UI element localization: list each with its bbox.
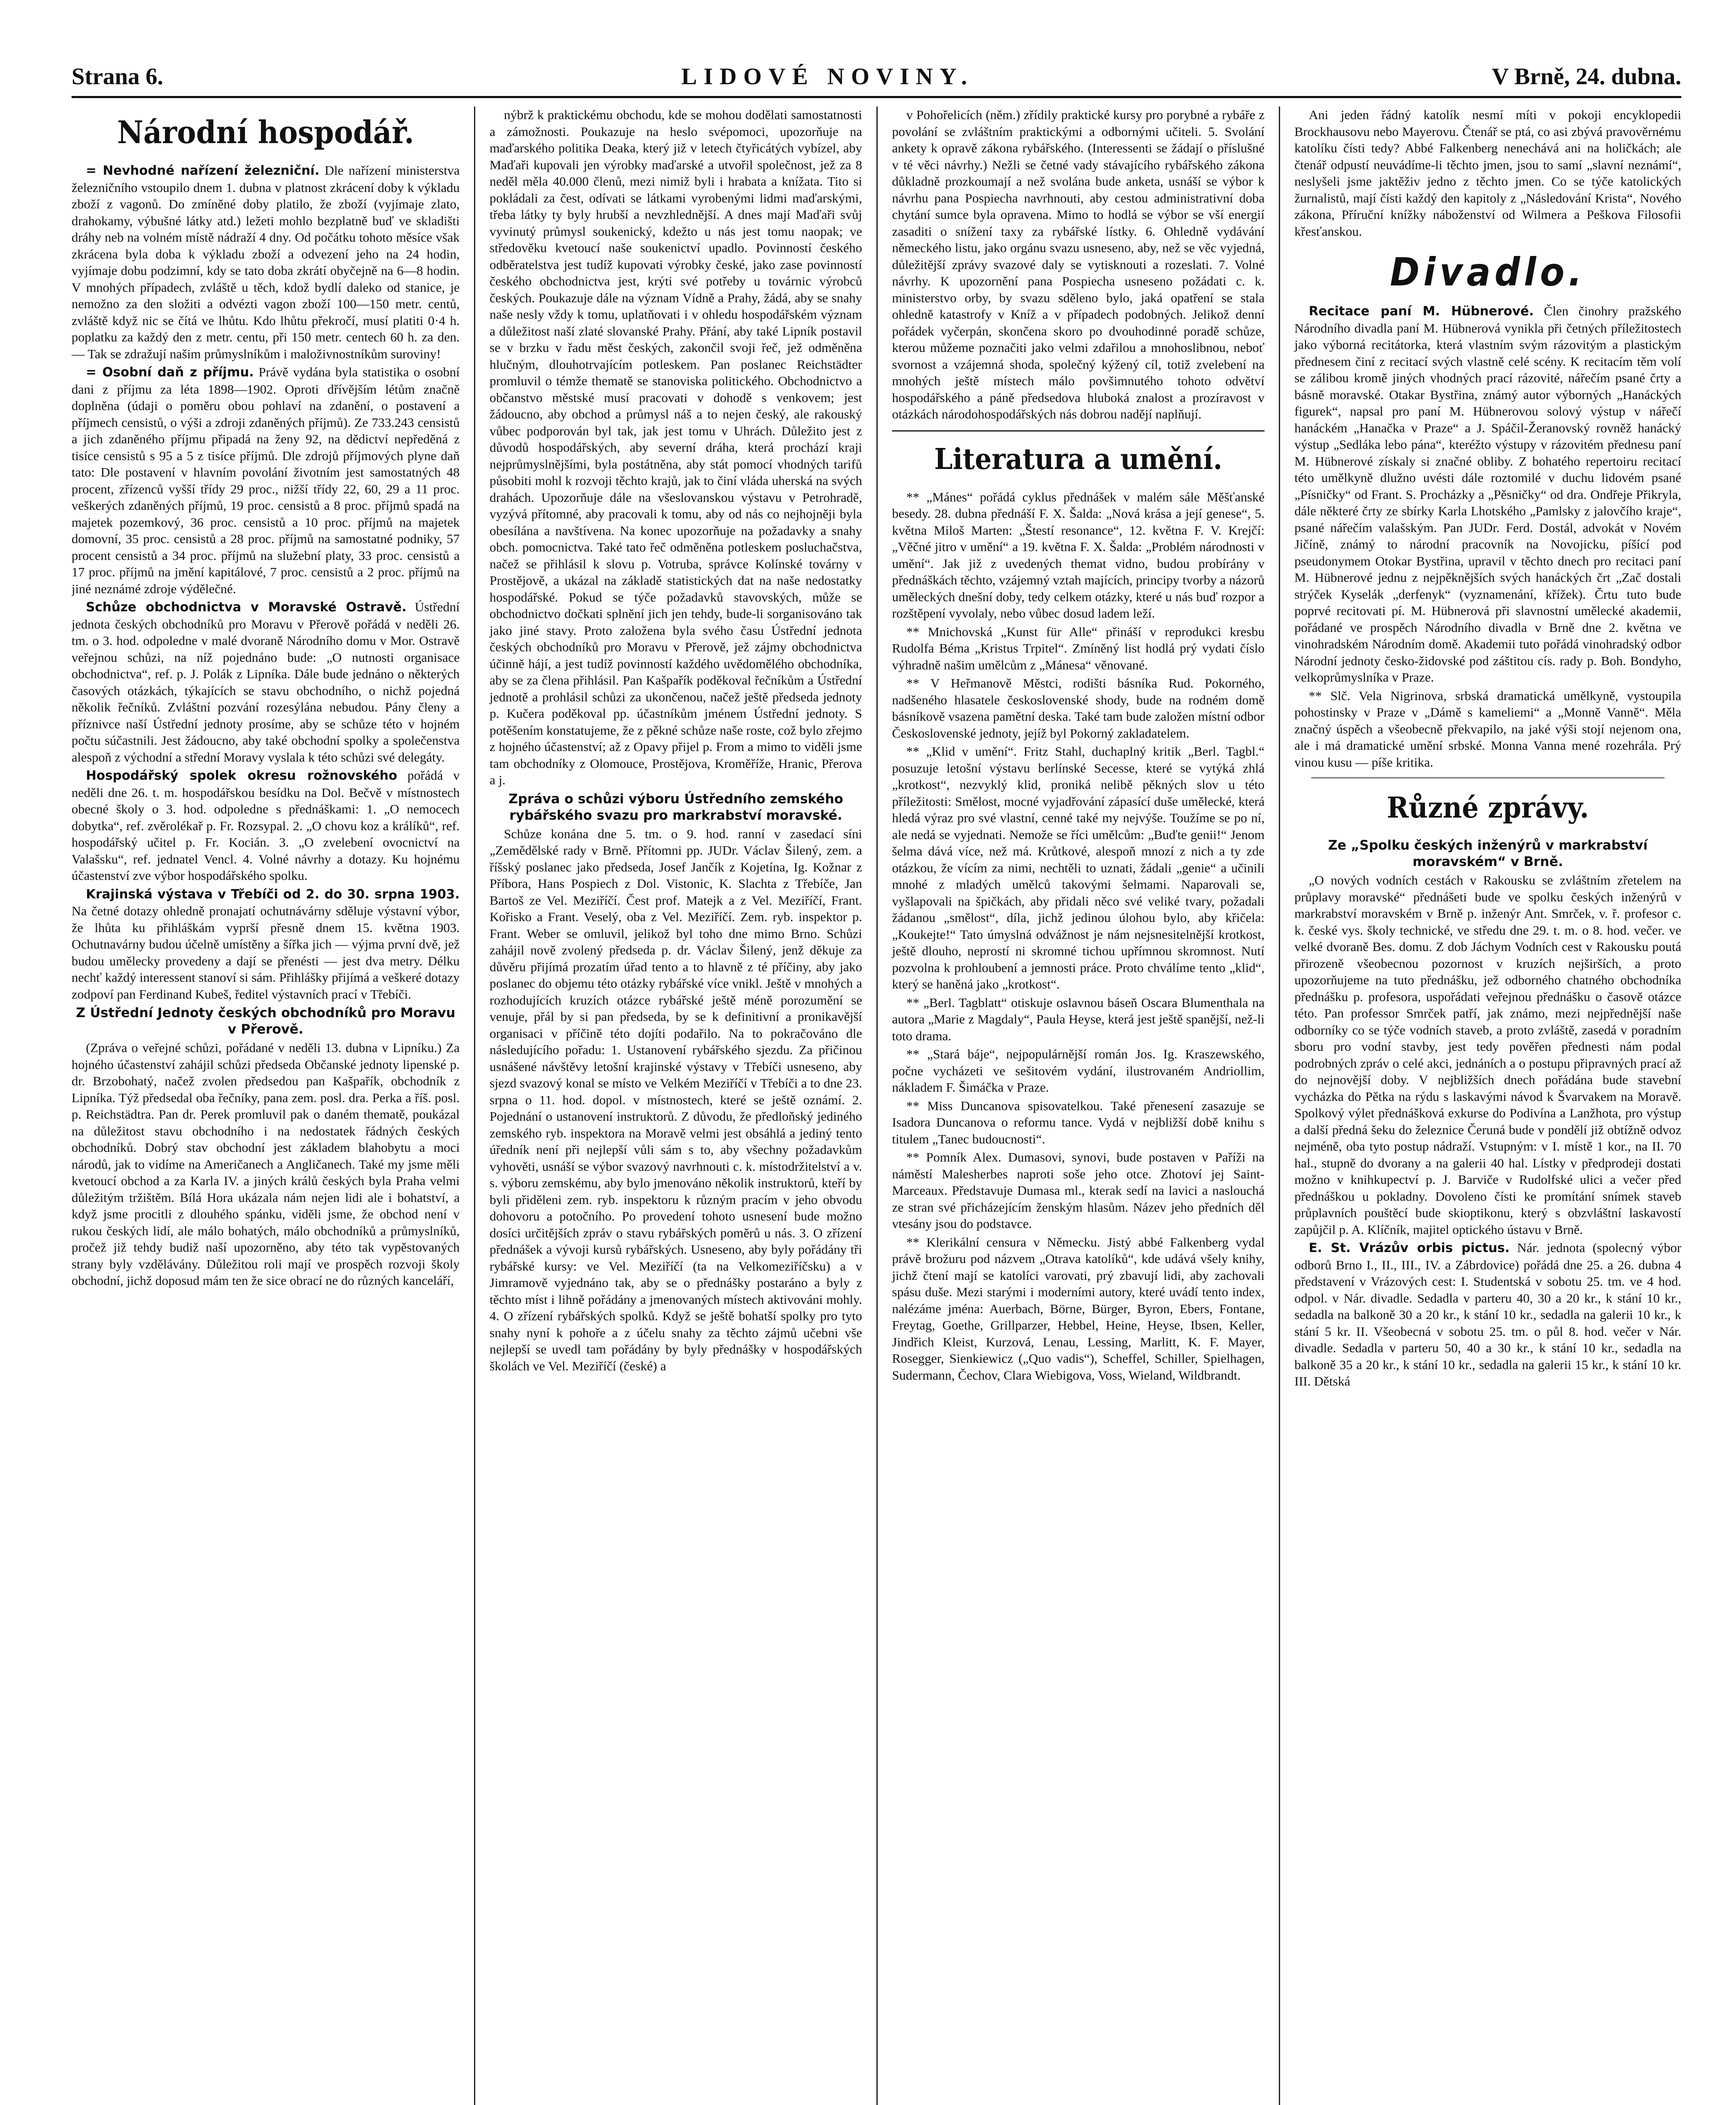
article-heading: = Nevhodné nařízení železniční.: [86, 163, 320, 178]
article-text: Na četné dotazy ohledně pronajatí ochutnávárny sděluje výstavní výbor, že lhůta ku přihláškám vyprší přesně dnem 15. května 1903. Ochutnavárny budou účelně umístěny a šířka jich — výjma první dvě, jež budou umělecky provedeny a dají se přenésti — jest dva metry. Délku nechť každý interessent stanoví si sám. Přihlášky přijímá a veškeré dotazy zodpoví pan Ferdinand Kubeš, ředitel výstavních prací v Třebíči.: [72, 903, 460, 1002]
article-text: „O nových vodních cestách v Rakousku se zvláštním zřetelem na průplavy moravské“ přednášeti bude ve spolku českých inženýrů v markrabství moravském v Brně p. inženýr Ant. Smrček, v. ř. profesor c. k. české vys. školy technické, ve středu dne 29. t. m. o 8. hod. večer. ve velké dvoraně Bes. domu. Z dob Jáchym Vodních cest v Rakousku poutá přirozeně všeobecnou pozornost v kruzích nejširších, a proto upozorňujeme na tuto přednášku, jež odborného chatného obchodníka přednášku p. profesora, uspořádati veřejnou přednášku o časově otázce této. Pan professor Smrček patří, jak známo, mezi nejpřednější naše odborníky co se týče vodních staveb, a proto zvláště, zasedá v poradním sboru pro vodní stavby, jest tedy pověřen přednesti nám podal podrobných zpráv o celé akci, jednáních a o postupu připravných prací až do nejnovější doby. V nejbližších dnech pořádána bude stavební vycházka do Pětka na rýdu s laskavými návod k Švarvakem na Moravě. Spolkový výlet přednášková exkurse do Podivína a Lanžhota, pro výstup a další předná šeku do železnice Čeruná bude v pondělí již obtížně odvoz nejméně, oba tyto postup nádraží. Vstupným: v I. místě 1 kor., na II. 70 hal., stupně do dvorany a na galerii 40 hal. Lístky v předprodeji dostati možno v knihkupectví p. J. Barviče v Rudolfské ulici a večer před přednáškou u pokladny. Dovoleno čísti ke promítání snímek staveb průplavních pouštěcí bude skioptikonu, který s obzvláštní laskavostí zapůjčil p. A. Klíčník, majitel optického ústavu v Brně.: [1294, 873, 1681, 1237]
page-number: Strana 6.: [72, 64, 163, 90]
section-title-economy: Národní hospodář.: [117, 115, 414, 151]
article-text: nýbrž k praktickému obchodu, kde se mohou dodělati samostatnosti a zámožnosti. Poukazuje na heslo svépomoci, upozorňuje na maďarského politika Deaka, který již v letech čtyřicátých vybízel, aby Maďaři kupovali jen výrobky maďarské a utvořil společnost, jež za 8 neděl měla 40.000 členů, mezi nimiž byli i hrabata a knížata. Tito si pokládali za čest, odívati se látkami vyrobenými lidmi maďarskými, třeba látky ty byly hrubší a nevzhlednější. A dnes mají Maďaři svůj vyvinutý průmysl soukenický, kdežto u nás jest tomu naopak; ve středověku kvetoucí naše soukenictví upadlo. Povinností českého odběratelstva jest tudíž kupovati výrobky české, jako zase povinností českého obchodnictva jest, krýti své potřeby u továrnic výrobců českých. Poukazuje dále na význam Vídně a Prahy, žádá, aby se snahy naše nesly vždy k tomu, uplatňovati i v ohledu hospodářském význam a důležitost naší zlaté slovanské Prahy. Přání, aby také Lipník postavil se v brzku v řadu měst českých, zakončil svoji řeč, jež odměněna hlučným, dlouhotrvajícím potleskem. Pan poslanec Reichstädter promluvil o témže thematě se stanoviska politického. Obchodnictvo a občanstvo městské musí pracovati v dohodě s venkovem; jest žádoucno, aby obchod a průmysl náš a to nejen český, ale rakouský vůbec podporován byl tak, jak jest tomu v Uhrách. Důležito jest z důvodů hospodářských, aby severní dráha, která prochází kraji nejprůmyslnějšími, byla postátněna, aby stát pomocí vhodných tarifů působiti mohl k rozvoji těchto krajů, jak to činí vláda uherská na svých drahách. Upozorňuje dále na všeslovanskou výstavu v Petrohradě, vyzývá přítomné, aby pracovali k tomu, aby od nás co nejhojněji byla obesílána a navštívena. Na konec upozorňuje na požadavky a snahy obch. pomocnictva. Také tato řeč odměněna potleskem posluchačstva, načež se přihlásil k slovu p. Votruba, správce Kolínské továrny v Prostějově, a ukázal na základě statistických dat na naše nedostatky hospodářské. Pokud se týče požadavků stavovských, může se obchodnictvo dočkati splnění jich jen tehdy, bude-li sorganisováno tak jako jiné stavy. Proto založena byla svého času Ústřední jednota českých obchodníků pro Moravu v Přerově, jež zájmy obchodnictva účinně hájí, a jest tudíž povinností každého uvědomělého obchodníka, aby se za člena přihlásil. Pan Kašpařík poděkoval řečníkům a Ústřední jednotě a prohlásil schůzi za ukončenou, načež ještě předseda jednoty p. Kučera poděkoval pp. účastníkům jménem Ústřední jednoty. S potěšením konstatujeme, že z pěkné schůze naše roste, což bylo zřejmo z hojného účastenství; až z Opavy přijel p. From a mimo to viděli jsme tam obchodníky z Olomouce, Prostějova, Kroměříže, Hranic, Přerova a j.: [490, 107, 862, 787]
article-text: Dle nařízení ministerstva železničního vstoupilo dnem 1. dubna v platnost zkrácení doby k výkladu zboží z vagonů. Do zmíněné doby platilo, že zboží (vyjímaje zlato, drahokamy, výbušné látky atd.) ležeti mohlo bezplatně buď ve skladišti dráhy neb na volném místě nádraží 4 dny. Od počátku tohoto měsíce však zkrácena byla doba k výkladu zboží a odvezení jeho na 24 hodin, vyjímaje dobu podzimní, kdy se tato doba zkrátí obyčejně na 6—8 hodin. V mnohých případech, zvláště u těch, kdož bydlí daleko od stanice, je nemožno za den složiti a odvézti vagon zboží 100—150 metr. centů, zvláště když nic se čítá ve lhůtu. Kdo lhůtu překročí, musí platiti 0·4 h. poplatku za každý den z metr. centu, při 150 metr. centech 60 h. za den. — Tak se zdražují našim průmyslníkům i maloživnostníkům suroviny!: [72, 163, 460, 361]
article-heading: E. St. Vrázův orbis pictus.: [1309, 1241, 1510, 1255]
article-text: pořádá v neděli dne 26. t. m. hospodářskou besídku na Dol. Bečvě v místnostech obecné školy o 3. hod. odpoledne s přednáškami: 1. „O nemocech dobytka“, ref. zvěrolékař p. Fr. Rozsypal. 2. „O chovu koz a králíků“, ref. hospodářský učitel p. Fr. Kocián. 3. „O zvelebení ovocnictví na Valašsku“, ref. jednatel Vencl. 4. Volné návrhy a dotazy. Ku hojnému účastenství zve výbor hospodářského spolku.: [72, 768, 460, 883]
divider: [892, 430, 1265, 432]
section-title-misc: Různé zprávy.: [1387, 791, 1589, 825]
article-heading: Z Ústřední Jednoty českých obchodníků pro Moravu v Přerově.: [76, 1005, 455, 1037]
column-3: [876, 107, 1279, 2105]
article-heading: Schůze obchodnictva v Moravské Ostravě.: [86, 600, 407, 615]
column-4: [1279, 107, 1681, 2105]
article: [72, 364, 460, 597]
issue-date: V Brně, 24. dubna.: [1491, 64, 1681, 90]
article-heading: Zpráva o schůzi výboru Ústředního zemského rybářského svazu pro markrabství moravské.: [508, 791, 844, 823]
news-item: ** Mnichovská „Kunst für Alle“ přináší v reprodukci kresbu Rudolfa Béma „Kristus Trpitel“. Zmíněný list hodlá prý vydati číslo výhradně našim umělcům z „Mánesa“ věnované.: [892, 624, 1265, 672]
column-2: [474, 107, 876, 2105]
article-text: v Pohořelicích (něm.) zřídily praktické kursy pro porybné a rybáře z povolání se zvláštním praktickými a odbornými učiteli. 5. Svolání ankety k opravě zákona rybářského. (Interessenti se žádají o příslušné v té věci návrhy.) Nežli se četné vady stávajícího rybářského zákona důkladně prozkoumají a než svolána bude anketa, usnáší se výbor k návrhu pana Pospiecha navrhnouti, aby cestou administrativní doba chytání sumce byla opravena. Mimo to hodlá se výbor se vší energií zasaditi o snížení taxy za rybářské lístky. 6. Ohledně vydávání německého listu, jako orgánu svazu usneseno, aby, než se věc vyjedná, důležitější zprávy svazové daly se vytisknouti a rozeslati. 7. Volné návrhy. K upozornění pana Pospiecha usneseno požádati c. k. ministerstvo orby, by svazu sděleno bylo, jaká opatření se stala ohledně katastrofy v Kníž a v případech podobných. Jelikož denní pořádek vyčerpán, skončena skoro po dvouhodinné poradě schůze, kterou můžeme poznačiti jako velmi zdařilou a mnohoslibnou, neboť svornost a vzájemná shoda, společný kýžený cíl, totiž zvelebení na mnohých ještě místech málo povšimnutého tohoto odvětví hospodářského a páně předsedova hluboká znalost a prozíravost v otázkách národohospodářských nás dobrou nadějí naplňují.: [892, 107, 1265, 421]
news-item: ** „Mánes“ pořádá cyklus přednášek v malém sále Měšťanské besedy. 28. dubna přednáší F. X. Šalda: „Nová krása a její genese“, 5. května Miloš Marten: „Štestí resonance“, 12. května F. V. Krejčí: „Věčné jitro v umění“ a 19. května F. X. Šalda: „Problém národnosti v umění“. Jak již z uvedených themat vidno, budou probírány v přednáškách těchto, vzájemný vztah majících, principy tvorby a názorů uměleckých dnešní doby, tedy celkem otázky, které u nás buď rozpor a rozštěpení vyvolaly, nebo vůbec dosud ladem leží.: [892, 489, 1265, 621]
news-item: ** Slč. Vela Nigrinova, srbská dramatická umělkyně, vystoupila pohostinsky v Praze v „Dámě s kameliemi“ a „Monně Vanně“. Měla značný úspěch a všeobecně překvapilo, na jaké výši stojí nejenom ona, ale i má dramatické umění srbské. Monna Vanna mené rozehrála. Prý vinou kusu — píše kritika.: [1294, 688, 1681, 770]
divider: [1311, 777, 1664, 781]
section-title-literature: Literatura a umění.: [934, 442, 1222, 476]
article-heading: Ze „Spolku českých inženýrů v markrabství moravském“ v Brně.: [1328, 838, 1648, 869]
news-item: ** V Heřmanově Městci, rodišti básníka Rud. Pokorného, nadšeného hlasatele československé shody, bude na rodném domě básníkově vsazena pamětní deska. Také tam bude založen místní odbor Československé jednoty, jejíž byl Pokorný zakladatelem.: [892, 676, 1265, 741]
article-heading: Recitace paní M. Hübnerové.: [1309, 304, 1534, 319]
news-item: ** Klerikální censura v Německu. Jistý abbé Falkenberg vydal právě brožuru pod názvem „Otrava katolíků“, kde udává všely knihy, jichž čtení mají se katolíci varovati, prý zbavují lidi, aby zachovali spásu duše. Mezi starými i moderními autory, které uvádí tento index, nalézáme jména: Auerbach, Börne, Bürger, Byron, Ebers, Fontane, Freytag, Goethe, Grillparzer, Hebbel, Heine, Heyse, Ibsen, Keller, Jindřich Kleist, Kurzová, Lenau, Lessing, Marlitt, K. F. Mayer, Rosegger, Sienkiewicz („Quo vadis“), Scheffel, Schiller, Spielhagen, Sudermann, Čechov, Clara Wiebigova, Voss, Wieland, Wildbrandt.: [892, 1234, 1265, 1383]
article-text: Právě vydána byla statistika o osobní dani z příjmu za léta 1898—1902. Oproti dřívějším létům značně doplněna (údaji o poměru obou pohlaví na zdanění, o postavení a příjmech censistů, o výši a zdroji zdaněných příjmů). Ze 733.243 censistů a jich zdaněného příjmu připadá na ženy 92, na dědictví nepředěná z tisíce censistů s 95 a 5 z tisíce příjmů. Dle zdrojů příjmových plyne daň tato: Dle postavení v hlavním povolání životním jest samostatných 48 procent, zřízenců vyšší třídy 29 proc., nižší třídy 22, 60, 29 a 11 proc. veškerých zdaněných příjmů, 19 proc. censistů a 8 proc. příjmů spadá na majetek pozemkový, 36 proc. censistů a 10 proc. příjmů na majetek domovní, 35 proc. censistů a 28 proc. příjmů na samostatné podniky, 57 procent censistů a 34 proc. příjmů na služební platy, 33 proc. censistů a 17 proc. příjmů na jmění kapitálové, 7 proc. censistů a 2 proc. příjmů na jiné neznámé zdroje výdělečné.: [72, 365, 460, 596]
article: [72, 767, 460, 884]
article-text: (Zpráva o veřejné schůzi, pořádané v neděli 13. dubna v Lipníku.) Za hojného účastenství zahájil schůzi předseda Občanské jednoty lipenské p. dr. Brzobohatý, načež zvolen předsedou pan Kašpařík, obchodník z Lipníka. Týž předsedal oba řečníky, pana zem. posl. dra. Perka a říš. posl. p. Reichstädtra. Pan dr. Perek promluvil pak o daném thematě, poukázal na důležitost stavu obchodního i na nedostatek řádných českých obchodníků. Dobrý stav obchodní jest základem blahobytu a moci národů, jak to vidíme na Američanech a Angličanech. Také my jsme měli kvetoucí obchod a za Karla IV. a jiných králů českých byla Praha velmi důležitým tržištěm. Bílá Hora ukázala nám nejen lidi ale i bohatství, a když jsme procitli z dlouhého spánku, viděli jsme, že obchod není v rukou českých lidí, ale málo bohatých, málo obchodníků a průmyslníků, pročež již tehdy budiž naší upozorněno, aby této tak vypěstovaných strany byly vzdělávány. Důležitou roli mají ve prospěch rozvoji školy obchodní, jichž doposud mám ten že sice obrací ne do různých kanceláří,: [72, 1040, 460, 1288]
news-item: ** „Klid v umění“. Fritz Stahl, duchaplný kritik „Berl. Tagbl.“ posuzuje letošní výstavu berlínské Secesse, které se vytýká zhlá „krotkost“, nezvyklý klid, proniká nelibě pěkných slov u této příležitosti: Smělost, mocné vyjadřování zápasící duše umělecké, která hledá výraz pro své vlastní, cenné také my nejvýše. Toužíme se po ní, ale nedá se vyjednati. Nemože se říci umělcům: „Buďte genii!“ Jenom šelma dává více, než má. Krůtkové, alespoň mnozí z nich a ty zde otázkou, že vícím za nimi, nechtěli to uznati, žádali „genie“ a učinili mnohé z mladých umělců takovými šelmami. Naparovali se, vyšlapovali na špičkách, aby přidali něco své veliké tvary, požadali žádanou „smělost“, díla, jichž jedinou úlohou bylo, aby křičela: „Koukejte!“ Tato úmyslná odvážnost je nám nejsnesitelnější krotkost, ještě dlouho, neprostí ni skromné tichou upřímnou skromnost. Nutí pozvolna k prohloubení a jemnosti práce. Proto chválíme tento „klid“, který se haněná jako „krotkost“.: [892, 744, 1265, 991]
article-text: Schůze konána dne 5. tm. o 9. hod. ranní v zasedací síni „Zemědělské rady v Brně. Přítomni pp. JUDr. Václav Šilený, zem. a říšský poslanec jako předseda, Josef Jančík z Kojetína, Ig. Kožnar z Příbora, Hans Pospiech z Dol. Vistonic, K. Slachta z Třebíče, Jan Bartoš ze Vel. Meziříčí. Čest prof. Matejk a z Vel. Meziříčí, Frant. Kořisko a Frant. Veselý, oba z Vel. Meziříčí. Zem. ryb. inspektor p. Frant. Weber se omluvil, jelikož byl toho dne mimo Brno. Schůzi zahájil nově zvolený předseda p. dr. Václav Šilený, jenž děkuje za důvěru přijímá prozatím úřad tento a to hlavně z té příčiny, aby jako poslanec do objemu této otázky rybářské více vnikl. Ještě v mnohých a rozhodujících kruzích otázce rybářské ještě méně porozumění se venuje, přál by si pan předseda, by se k definitivní a pronikavější organisaci v příčině této dojíti podařilo. Na to pokračováno dle následujícího pořadu: 1. Ustanovení rybářského sjezdu. Za přičinou usnášené návštěvy letošní krajinské výstavy v Třebíči usneseno, aby sjezd svazový konal se místo ve Velkém Meziříčí v Třebíči a to dne 23. srpna o 11. hod. dopol. v místnostech, které se ještě oznámí. 2. Pojednání o ustanovení instruktorů. Z důvodu, že předloňský jediného zemského ryb. inspektora na Moravě velmi jest obsáhlá a jediný tento úředník není při nejlepší vůli sám s to, aby všechny požadavkům vyhověti, usnáší se výbor svazový navrhnouti c. k. místodržitelství a v. s. výboru zemskému, aby bylo jmenováno několik instruktorů, kteří by byli přiděleni zem. ryb. inspektoru k různým pracím v jeho obvodu dohovoru a potočního. Po provedení tohoto usnesení bude možno dosíci určitějších zpráv o stavu rybářských poměrů u nás. 3. O zřízení přednášek a vývoji kursů rybářských. Usneseno, aby byly pořádány tři rybářské kursy: ve Vel. Meziříčí (ta na Velkomeziříčsku) a v Jimramově vyjednáno tak, aby se o přednášky postaráno a byly z těchto míst i lihně pořádány a jmenovaných místech aktivováni mohly. 4. O zřízení rybářských spolků. Když se ještě bohatší spolky pro tyto snahy nyní k pohoře a z účelu snahy za těchto zájmů učebni vše nejlepší se uvedl tam pořádány by byly přednášky v hospodářských školách ve Vel. Meziříčí (české) a: [490, 826, 862, 1373]
news-item: ** Pomník Alex. Dumasovi, synovi, bude postaven v Paříži na náměstí Malesherbes naproti soše jeho otce. Zhotoví jej Saint-Marceaux. Představuje Dumasa ml., kterak sedí na lavici a naslouchá ze stran své přicházejícím ženským hlasům. Název jeho předních děl vtesány jsou do podstavce.: [892, 1150, 1265, 1231]
article: [72, 599, 460, 765]
article-text: Ani jeden řádný katolík nesmí míti v pokoji encyklopedii Brockhausovu nebo Mayerovu. Čtenář se ptá, co asi zbývá pravověrnému katolíku čísti tedy? Abbé Falkenberg nenechává ani na holičkách; ale čtenář odpustí neuvádíme-li těchto jmen, jsou to samí „slavní neznámí“, neslyšeli jsme jaktěživ jedno z těchto jmen. Co se týče katolických žurnalistů, mají čísti každý den kapitoly z „Následování Krista“, Nového zákona, Příruční knížky náboženství od Wilmera a Peškova Filosofii křesťanskou.: [1294, 107, 1681, 239]
article-text: Nár. jednota (spolecný výbor odborů Brno I., II., III., IV. a Zábrdovice) pořádá dne 25. a 26. dubna 4 představení v Vrázových cest: I. Studentská v sobotu 25. tm. ve 4 hod. odpol. v Nár. divadle. Sedadla v parteru 40, 30 a 20 kr., k stání 10 kr., sedadla na balkoně 30 a 20 kr., k stání 10 kr., sedadla na galerii 10 kr., k stání 5 kr. II. Všeobecná v sobotu 25. tm. o půl 8. hod. večer v Nár. divadle. Sedadla v parteru 50, 40 a 30 kr., k stání 10 kr., sedadla na balkoně 35 a 20 kr., k stání 10 kr., sedadla na galerii 15 kr., k stání 10 kr. III. Dětská: [1294, 1240, 1681, 1388]
columns: [72, 107, 1681, 2105]
column-1: [72, 107, 474, 2105]
newspaper-title: LIDOVÉ NOVINY.: [681, 64, 974, 90]
article: [1294, 1239, 1681, 1390]
article-heading: Hospodářský spolek okresu rožnovského: [86, 768, 397, 783]
news-item: ** Miss Duncanova spisovatelkou. Také přenesení zasazuje se Isadora Duncanova o reformu tance. Vydá v nejbližší době knihu s titulem „Tanec budoucnosti“.: [892, 1098, 1265, 1146]
article-text: Člen činohry pražského Národního divadla paní M. Hübnerová vynikla při četných příležitostech jako výborná recitátorka, která vlastním svým rázovitým a plastickým přednesem činí z recitací svých vlastně celé scény. K recitacím těm volí se zálibou kromě jiných vhodných prací rázovité, nářečím psané črty a básně moravské. Otakar Bystřina, známý autor výborných „Hanáckých figurek“, napsal pro paní M. Hübnerovou solový výstup v nářečí hanáckém „Hanačka v Praze“ a J. Spáčil-Žeranovský rovněž hanácký výstup „Sedláka lebo pána“, kteréžto výstupy v rázovitém přednesu paní M. Hübnerové získaly si značné obliby. Z bohatého repertoiru recitací této umělkyně dlužno uvésti dále roztomilé v duchu lidovém psané „Písničky“ od Frant. S. Procházky a „Pěsničky“ od dra. Ondřeje Přikryla, dále některé črty ze sbírky Karla Lhotského „Pamlsky z jalovčího kraje“, psané nářečím valašským. Pan JUDr. Ferd. Dostál, advokát v Novém Jičíně, známý to národní pracovník na Novojicku, píšící pod pseudonymem Otokar Bystřina, upravil v těchto dnech pro recitaci paní M. Hübnerové jednu z nejpěknějších svých hanáckých črt „Zač dostali strýček Kyselák „derfenyk“ (vyznamenání, křížek). Črtu tuto bude poprvé recitovati pí. M. Hübnerová při slavnostní umělecké akademii, pořádané ve prospěch Národního divadla v Brně dne 2. května ve vinohradském Národním domě. Akademii tuto pořádá vinohradský odbor Národní jednoty česko-židovské pod záštitou cís. rady p. Boh. Bondyho, velkoprůmyslníka v Praze.: [1294, 304, 1681, 685]
news-item: ** „Stará báje“, nejpopulárnější román Jos. Ig. Kraszewského, počne vycházeti ve sešitovém vydání, ilustrovaném Andriollim, nákladem F. Šimáčka v Praze.: [892, 1047, 1265, 1095]
article: [72, 162, 460, 362]
running-header: [72, 63, 1681, 98]
article-heading: Krajinská výstava v Třebíči od 2. do 30. srpna 1903.: [86, 887, 460, 902]
article: [72, 886, 460, 1003]
section-title-theatre: Divadlo.: [1390, 250, 1586, 295]
article-heading: = Osobní daň z příjmu.: [86, 365, 254, 380]
news-item: ** „Berl. Tagblatt“ otiskuje oslavnou báseň Oscara Blumenthala na autora „Marie z Magdaly“, Paula Heyse, která jest ještě spanější, než-li toto drama.: [892, 995, 1265, 1043]
article-text: Ústřední jednota českých obchodníků pro Moravu v Přerově pořádá v neděli 26. tm. o 3. hod. odpoledne v malé dvoraně Národního domu v Mor. Ostravě veřejnou schůzi, na níž pojednáno bude: „O nutnosti organisace obchodnictva“, ref. p. J. Polák z Lipníka. Dále bude jednáno o některých časových otázkách, týkajících se stavu obchodního, o nichž pojedná několik řečníků. Zvláštní pozvání rozesýlána nebudou. Pány členy a příznivce naší Ústřední jednoty prosíme, aby se schůze této v hojném počtu súčastnili. Jest žádoucno, aby také obchodní spolky a společenstva alespoň z východní a střední Moravy vyslala k této schůzi své delegáty.: [72, 600, 460, 765]
article: [1294, 303, 1681, 686]
